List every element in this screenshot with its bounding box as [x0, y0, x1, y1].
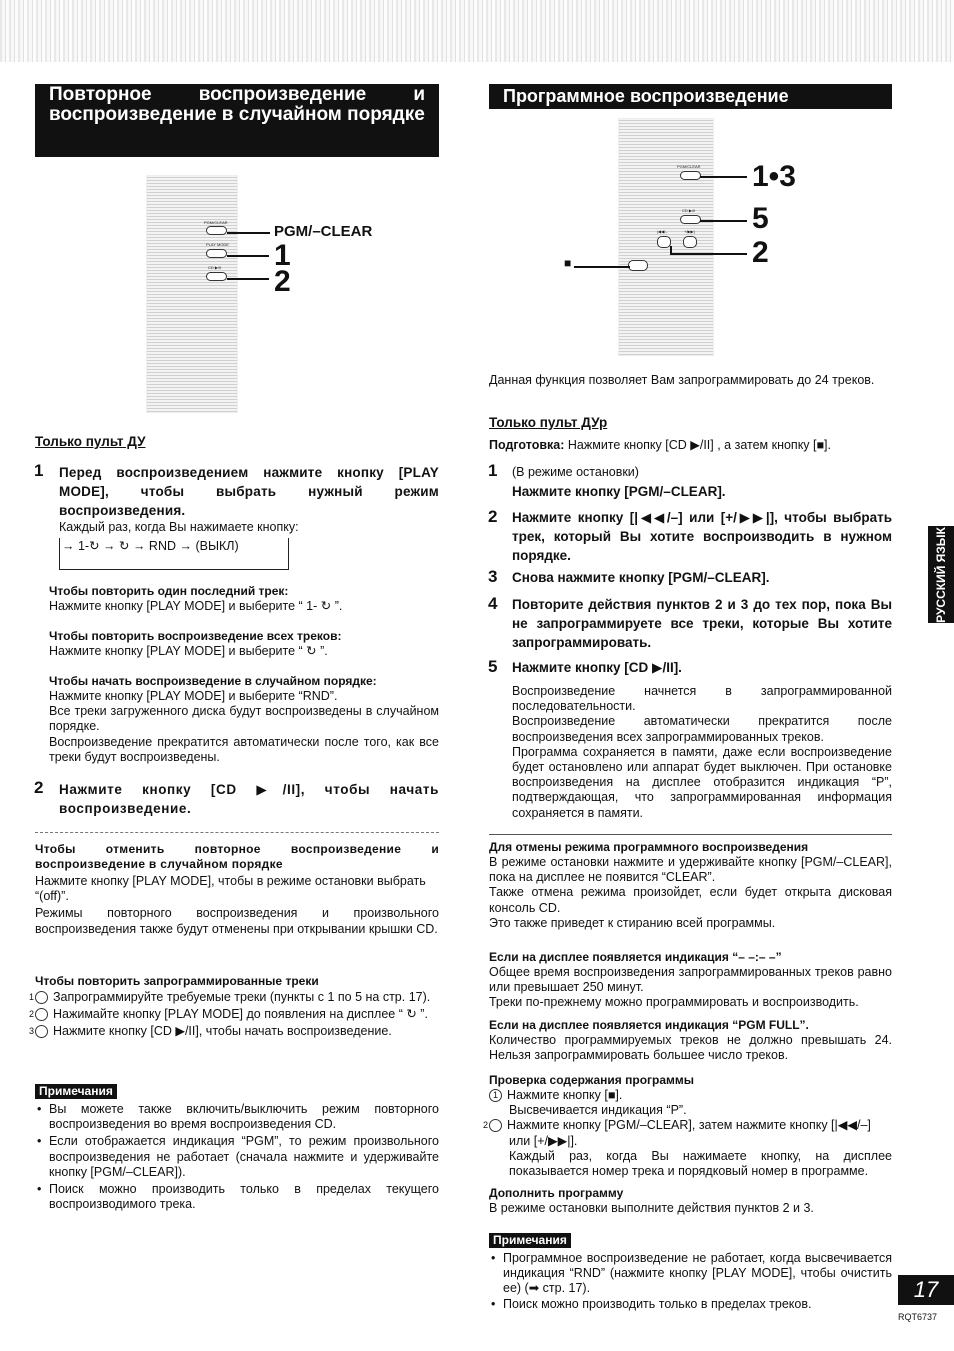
- sub-text: Нажмите кнопку [PLAY MODE] и выберите “ ↻ ”.: [49, 644, 328, 658]
- remote-only-label: Только пульт ДУ: [35, 434, 146, 449]
- mode-cycle-diagram: [59, 538, 289, 570]
- section-title-repeat-random: Повторное воспроизведение и воспроизведение в случайном порядке: [35, 84, 439, 157]
- check-heading: Проверка содержания программы: [489, 1073, 695, 1087]
- leader-line: [227, 232, 270, 234]
- leader-line: [670, 253, 747, 255]
- notes-list: [35, 1102, 439, 1212]
- step-5-description: [512, 684, 892, 821]
- section-title-program: Программное воспроизведение: [489, 84, 892, 109]
- indicator-heading: Если на дисплее появляется индикация “PGM FULL”.: [489, 1018, 809, 1032]
- cancel-text: [35, 874, 439, 937]
- document-code: RQT6737: [898, 1312, 938, 1322]
- divider: [489, 834, 892, 835]
- callout-pgm-clear: PGM/–CLEAR: [274, 223, 373, 240]
- preparation: [489, 438, 892, 453]
- note-item: • Поиск можно производить только в пределах текущего воспроизводимого трека.: [35, 1182, 439, 1212]
- step-number: 3: [488, 567, 498, 586]
- page-number: 17: [898, 1275, 954, 1305]
- note-item: • Вы можете также включить/выключить режим повторного воспроизведения во время воспроизведения CD.: [35, 1102, 439, 1132]
- btn-label-pgm-clear: PGM/CLEAR: [204, 220, 228, 225]
- callout-step-1: 1: [274, 239, 291, 272]
- sub-text-line: Нажмите кнопку [PLAY MODE] и выберите “RND”.: [49, 689, 338, 703]
- notes-label: Примечания: [489, 1233, 571, 1248]
- skip-back-button: [657, 236, 671, 248]
- sub-text-line: Воспроизведение прекратится автоматически после того, как все треки будут воспроизведены.: [49, 734, 439, 764]
- sub-heading: Чтобы начать воспроизведение в случайном порядке:: [49, 674, 377, 688]
- step-5-desc-line: Программа сохраняется в памяти, даже если воспроизведение будет остановлено или аппарат будет выключен. При остановке воспроизведения на дисплее отобразится индикация “P”, подтверждающая, что запрограммированная информация сохраняется в памяти.: [512, 744, 892, 820]
- cancel-text-line: В режиме остановки нажмите и удерживайте кнопку [PGM/–CLEAR], пока на дисплее не появится “CLEAR”.: [489, 855, 892, 885]
- step-1-description: Каждый раз, когда Вы нажимаете кнопку:: [59, 520, 299, 534]
- pgm-clear-button: [680, 171, 701, 180]
- step-5-desc-line: Воспроизведение автоматически прекратится после воспроизведения всех запрограммированных треков.: [512, 714, 892, 744]
- indicator-text: [489, 965, 892, 1011]
- cancel-text-line: Это также приведет к стиранию всей программы.: [489, 915, 776, 930]
- remote-only-label: Только пульт ДУр: [489, 415, 608, 430]
- callout-step-1-3: 1•3: [752, 160, 796, 193]
- callout-stop: ■: [564, 256, 572, 270]
- indicator-text-line: Общее время воспроизведения запрограммированных треков равно или превышает 250 минут.: [489, 965, 892, 995]
- step-number: 1: [488, 461, 498, 480]
- cancel-text-line: Нажмите кнопку [PLAY MODE], чтобы в режиме остановки выбрать “(off)”.: [35, 874, 426, 904]
- step-number: 1: [34, 461, 44, 480]
- btn-label-skip-back: |◀◀/–: [657, 229, 668, 234]
- callout-step-2: 2: [274, 265, 291, 298]
- step-1-pre: (В режиме остановки): [512, 465, 639, 479]
- step-number: 4: [488, 594, 498, 613]
- cd-play-button: [680, 215, 701, 224]
- leader-line: [700, 220, 747, 222]
- note-item: • Поиск можно производить только в пределах треков.: [489, 1297, 892, 1312]
- sub-heading: Чтобы повторить один последний трек:: [49, 584, 289, 598]
- callout-step-5: 5: [752, 202, 769, 235]
- sub-text-line: Все треки загруженного диска будут воспроизведены в случайном порядке.: [49, 704, 439, 734]
- step-number: 2: [34, 778, 44, 797]
- language-label: РУССКИЙ ЯЗЫК: [934, 526, 948, 623]
- play-mode-button: [206, 249, 227, 258]
- divider: [35, 832, 439, 833]
- remote-control-illustration: [146, 175, 238, 413]
- repeat-program-list: 1 Запрограммируйте требуемые треки (пункты с 1 по 5 на стр. 17). 2 Нажимайте кнопку [PLAY MODE] до появления на дисплее “ ↻ ”. 3 Нажмите кнопку [CD ▶/II], чтобы начать воспроизведение.: [28, 990, 431, 1039]
- cancel-text-line: Также отмена режима произойдет, если будет открыта дисковая консоль CD.: [489, 885, 892, 915]
- pgm-clear-button: [206, 226, 227, 235]
- check-sub-text: Высвечивается индикация “P”.: [509, 1103, 687, 1118]
- note-item: • Если отображается индикация “PGM”, то режим произвольного воспроизведения не работает (сначала нажмите и удерживайте кнопку [PGM/–CLEAR]).: [35, 1134, 439, 1180]
- repeat-program-heading: Чтобы повторить запрограммированные треки: [35, 974, 319, 988]
- cd-play-button: [206, 272, 227, 281]
- intro-text: Данная функция позволяет Вам запрограммировать до 24 треков.: [489, 373, 875, 387]
- leader-line: [227, 255, 269, 257]
- numbered-circle: 1: [35, 991, 48, 1004]
- notes-list: [489, 1251, 892, 1312]
- remote-figure-left: [140, 175, 440, 415]
- preparation-text: Нажмите кнопку [CD ▶/II] , а затем кнопку [■].: [567, 438, 831, 452]
- skip-forward-button: [683, 236, 697, 248]
- step-5-title: Нажмите кнопку [CD ▶/II].: [512, 660, 682, 675]
- language-side-tab: [928, 526, 954, 623]
- top-decorative-band: [0, 0, 954, 62]
- leader-line: [574, 266, 630, 268]
- check-list: 1 Нажмите кнопку [■]. Высвечивается индикация “P”. 2 Нажмите кнопку [PGM/–CLEAR], затем нажмите кнопку [|◀◀/–] или [+/▶▶|]. Каждый раз, когда Вы нажимаете кнопку, на дисплее показывается номер трека и порядковый номер в программе.: [482, 1088, 892, 1179]
- check-sub-text: Каждый раз, когда Вы нажимаете кнопку, на дисплее показывается номер трека и порядковый номер в программе.: [509, 1148, 892, 1179]
- btn-label-pgm-clear: PGM/CLEAR: [677, 164, 701, 169]
- sub-text: Нажмите кнопку [PLAY MODE] и выберите “ 1- ↻ ”.: [49, 599, 343, 613]
- step-5-desc-line: Воспроизведение начнется в запрограммированной последовательности.: [512, 684, 892, 714]
- leader-line: [700, 176, 747, 178]
- note-item: • Программное воспроизведение не работает, когда высвечивается индикация “RND” (нажмите кнопку [PLAY MODE], чтобы очистить ее) (➡ стр. 17).: [489, 1251, 892, 1297]
- numbered-circle: 3: [35, 1025, 48, 1038]
- cancel-text-line: Режимы повторного воспроизведения и произвольного воспроизведения также будут отменены при открывании крышки CD.: [35, 906, 439, 936]
- step-number: 5: [488, 657, 498, 676]
- btn-label-cd-play: CD ▶/II: [208, 265, 222, 270]
- step-2-title: Нажмите кнопку [|◀◀/–] или [+/▶▶|], чтобы выбрать трек, который Вы хотите воспроизводить в нужном порядке.: [512, 510, 892, 563]
- add-program-text: В режиме остановки выполните действия пунктов 2 и 3.: [489, 1201, 814, 1215]
- indicator-heading: Если на дисплее появляется индикация “– –:– –”: [489, 950, 782, 964]
- indicator-text: Количество программируемых треков не должно превышать 24. Нельзя запрограммировать большее число треков.: [489, 1033, 892, 1063]
- step-1-title: Нажмите кнопку [PGM/–CLEAR].: [512, 484, 726, 499]
- numbered-circle: 2: [489, 1119, 502, 1132]
- remote-figure-right: [560, 118, 810, 358]
- cancel-heading: Чтобы отменить повторное воспроизведение и воспроизведение в случайном порядке: [35, 842, 439, 872]
- notes-label: Примечания: [35, 1084, 117, 1099]
- numbered-circle: 2: [35, 1008, 48, 1021]
- sub-text: [49, 689, 439, 765]
- step-1-title: Перед воспроизведением нажмите кнопку [PLAY MODE], чтобы выбрать нужный режим воспроизведения.: [59, 465, 439, 518]
- btn-label-play-mode: PLAY MODE: [206, 242, 229, 247]
- leader-line: [227, 278, 269, 280]
- btn-label-skip-fwd: +/▶▶|: [684, 229, 695, 234]
- sub-heading: Чтобы повторить воспроизведение всех треков:: [49, 629, 342, 643]
- step-2-title: Нажмите кнопку [CD ▶/II], чтобы начать воспроизведение.: [59, 782, 439, 816]
- cancel-heading: Для отмены режима программного воспроизведения: [489, 840, 809, 854]
- leader-line: [670, 246, 672, 255]
- cancel-text: [489, 855, 892, 931]
- step-number: 2: [488, 507, 498, 526]
- stop-button: [628, 260, 648, 271]
- numbered-circle: 1: [489, 1089, 502, 1102]
- mode-cycle-text: → 1-↻ → ↻ → RND → (ВЫКЛ): [62, 539, 239, 553]
- indicator-text-line: Треки по-прежнему можно программировать и воспроизводить.: [489, 995, 859, 1010]
- preparation-label: Подготовка:: [489, 438, 565, 452]
- step-3-title: Снова нажмите кнопку [PGM/–CLEAR].: [512, 570, 770, 585]
- callout-step-2: 2: [752, 236, 769, 269]
- btn-label-cd-play: CD ▶/II: [682, 208, 696, 213]
- step-4-title: Повторите действия пунктов 2 и 3 до тех пор, пока Вы не запрограммируете все треки, которые Вы хотите запрограммировать.: [512, 597, 892, 650]
- add-program-heading: Дополнить программу: [489, 1186, 624, 1200]
